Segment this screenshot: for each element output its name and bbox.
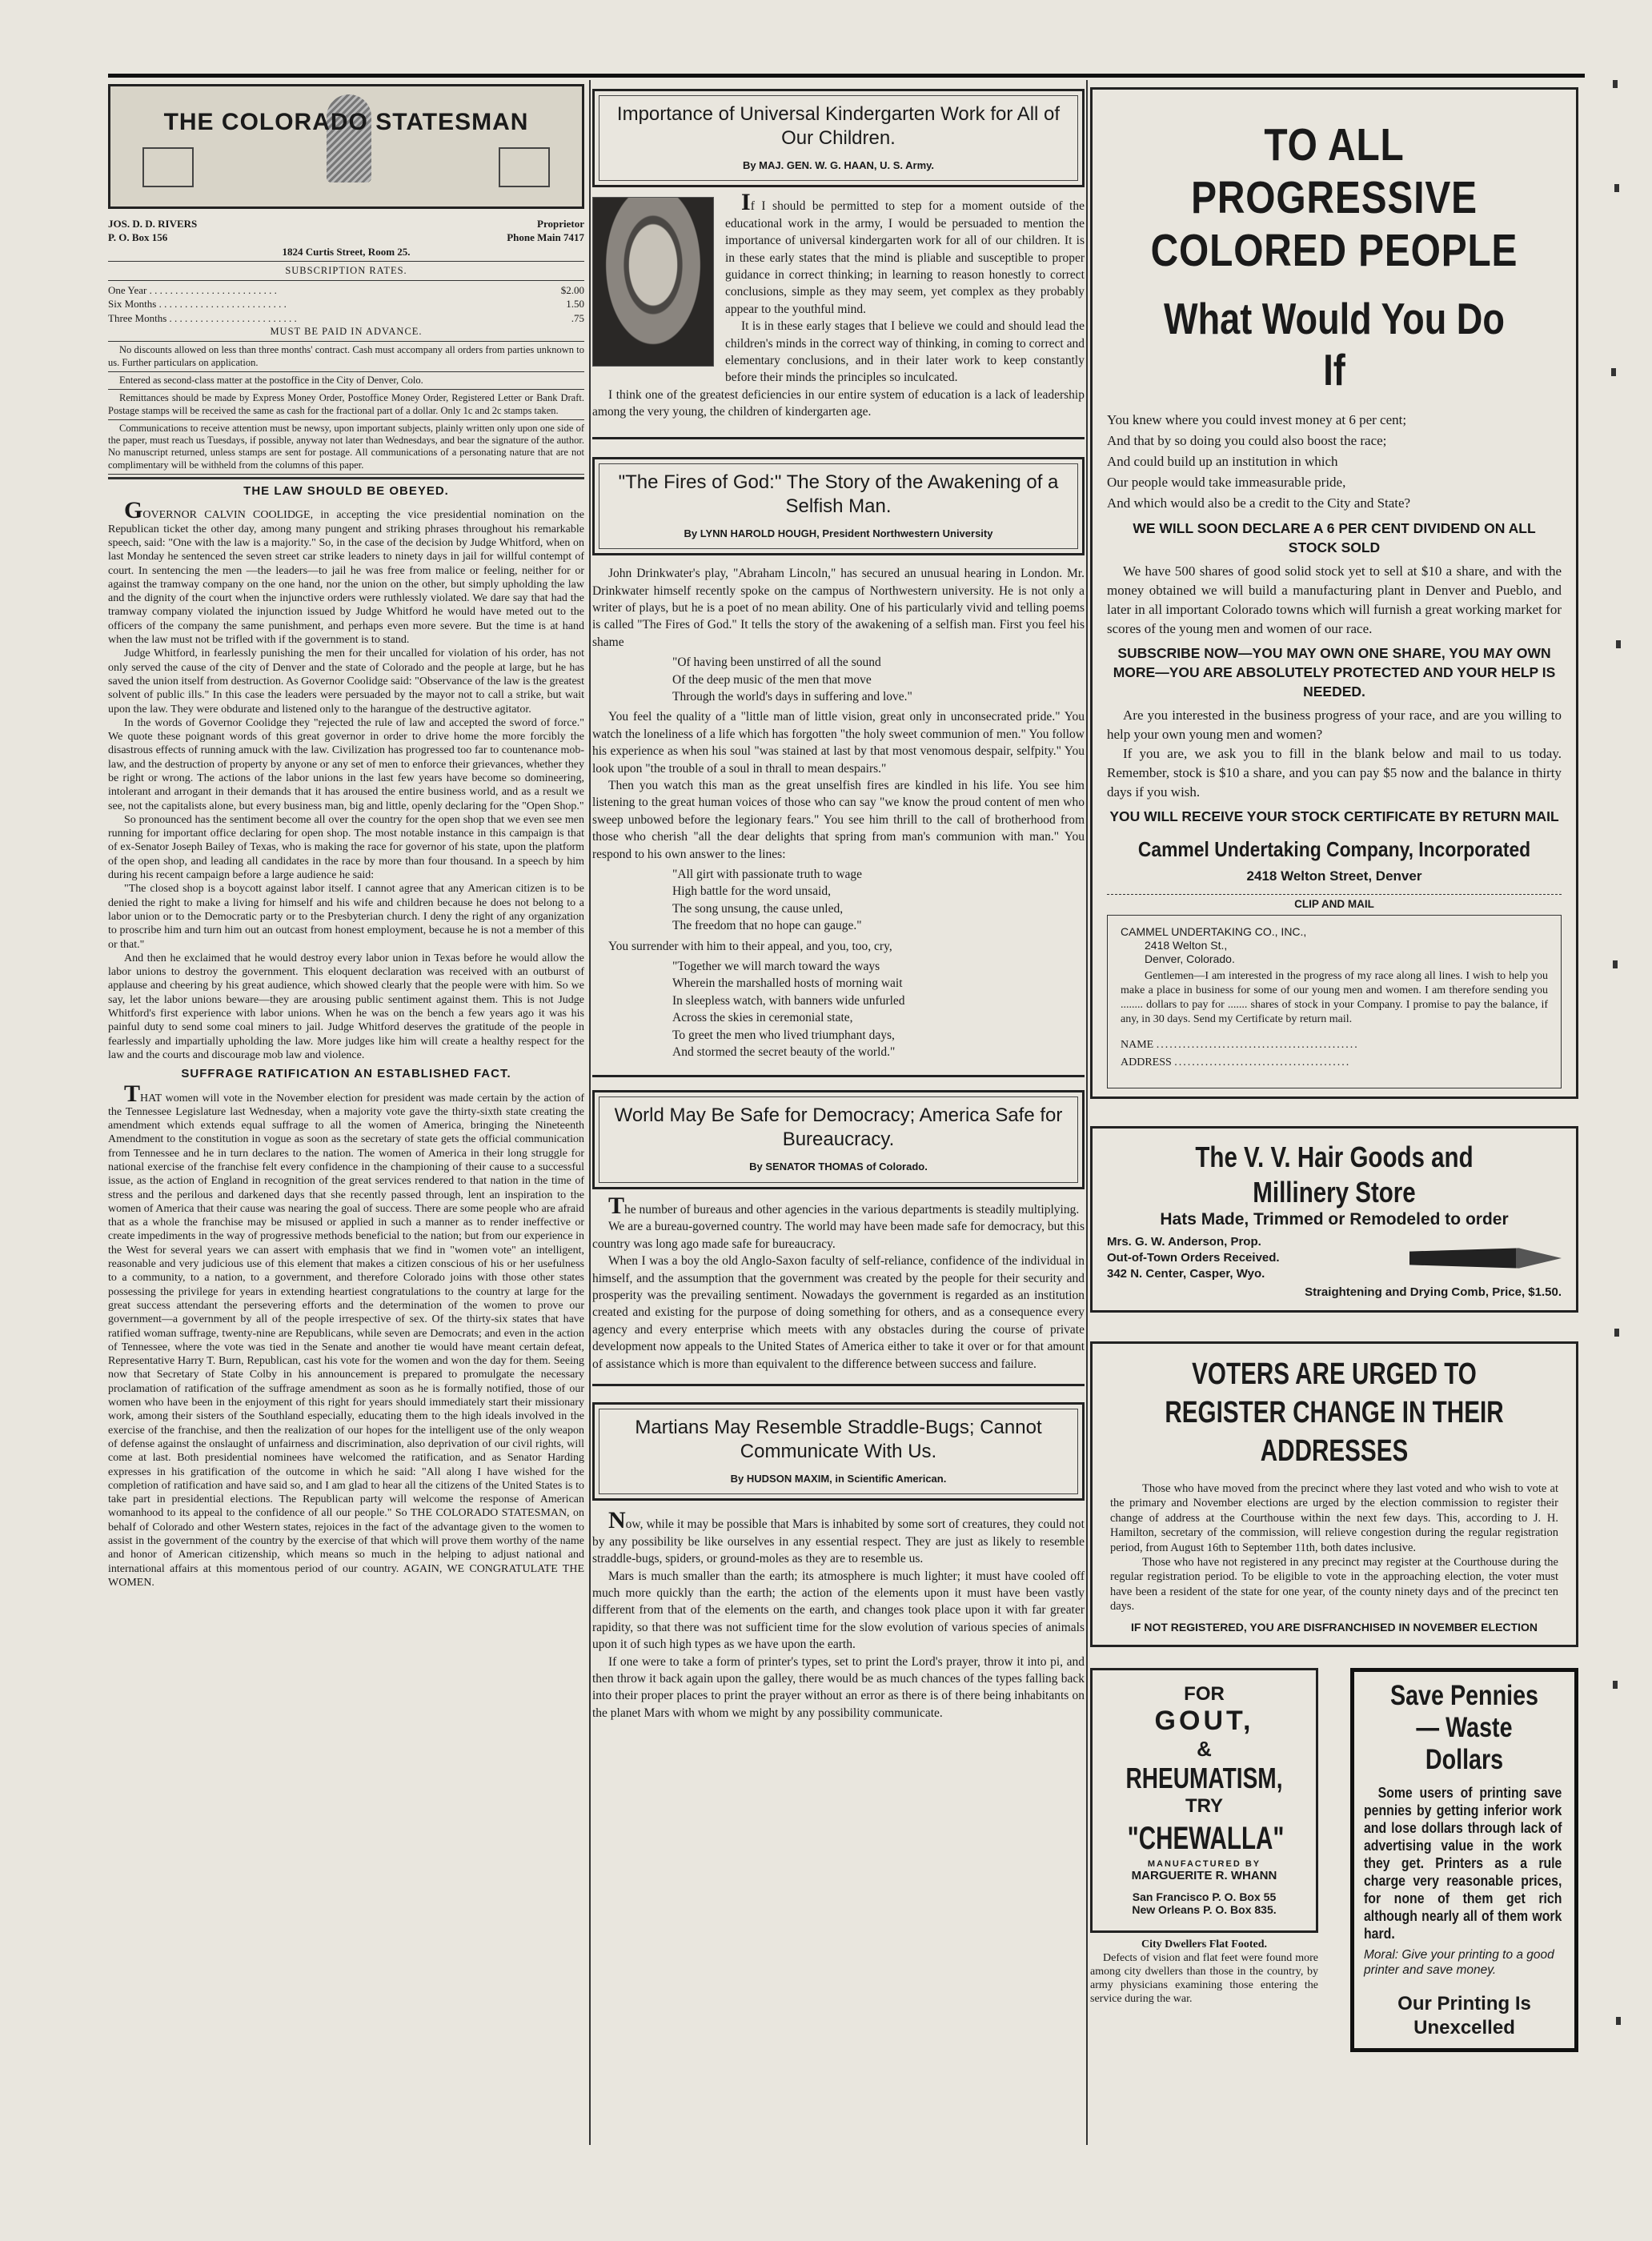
ad-printing-text: Some users of printing save pennies by getting inferior work and lose dollars through lack of advertising value in the work they get. Printers as a rule charge very reasonable prices, for none of them get rich although nearly all of them work hard. bbox=[1364, 1784, 1562, 1942]
scissors-clip-label: CLIP AND MAIL bbox=[1107, 894, 1562, 910]
rate-label: Three Months . . . . . . . . . . . . . . . . . . . . . . . . . bbox=[108, 311, 297, 324]
ad-stock-headline: TO ALL PROGRESSIVE COLORED PEOPLE bbox=[1150, 119, 1518, 276]
poem-line: The song unsung, the cause unled, bbox=[672, 901, 844, 916]
poem-line: High battle for the word unsaid, bbox=[672, 884, 832, 899]
ad-chewalla-maker: MARGUERITE R. WHANN bbox=[1131, 1868, 1277, 1882]
ad-printing-moral: Moral: Give your printing to a good printer and save money. bbox=[1364, 1947, 1554, 1977]
editorial-suffrage-heading: SUFFRAGE RATIFICATION AN ESTABLISHED FACT. bbox=[181, 1067, 511, 1081]
ad-stock-question: What Would You Do If bbox=[1164, 294, 1505, 395]
fires-paragraph-3: Then you watch this man as the great unselfish fires are kindled in his life. You see him listening to the great human voices of those who can say "we know the proud content of men who sweep unbowed before the legionary fears." You see him thrill to the call of brotherhood from those who cherish "all the dear delights that spring from man's communion with man." You respond to his own answer to the lines: bbox=[592, 778, 1085, 861]
ad-stock-lines bbox=[1107, 410, 1562, 514]
subscription-notices bbox=[108, 344, 584, 475]
rate-label: One Year . . . . . . . . . . . . . . . . . . . . . . . . . bbox=[108, 284, 277, 297]
contact-line bbox=[108, 231, 584, 244]
ad-printing-tagline: Our Printing Is Unexcelled bbox=[1397, 1992, 1531, 2039]
rate-row bbox=[108, 311, 584, 325]
subscription-notice: Remittances should be made by Express Money Order, Postoffice Money Order, Registered Letter or Bank Draft. Postage stamps will be received the same as cash for the fractional part of a dollar. Only 1c and 2c stamps taken. bbox=[108, 392, 584, 416]
poem-line: "All girt with passionate truth to wage bbox=[672, 868, 863, 881]
subscription-heading: SUBSCRIPTION RATES. bbox=[285, 264, 407, 276]
statue-emblem bbox=[327, 94, 371, 182]
rate-price: .75 bbox=[571, 311, 584, 324]
martians-paragraph: Now, while it may be possible that Mars is inhabited by some sort of creatures, they could not by any possibility be like ourselves in any essential respect. They are just as likely to resemble straddle-bugs, spiders, or ground-moles as they are to resemble us. bbox=[592, 1507, 1085, 1566]
coupon-head-line: Denver, Colorado. bbox=[1145, 952, 1235, 965]
ad-hair-comb-price: Straightening and Drying Comb, Price, $1.50. bbox=[1305, 1285, 1562, 1299]
column-1 bbox=[108, 84, 584, 1590]
proprietor-line bbox=[108, 217, 584, 231]
poem-line: Of the deep music of the men that move bbox=[672, 672, 872, 687]
poem-line: Wherein the marshalled hosts of morning wait bbox=[672, 976, 903, 991]
fires-paragraph-1: John Drinkwater's play, "Abraham Lincoln," has secured an unusual hearing in London. Mr. Drinkwater himself recently spoke on the campus of Northwestern university. He is not only a writer of plays, but he is a poet of no mean ability. One of his particularly vivid and telling poems is called "The Fires of God." It tells the story of the awakening of a selfish man. First you feel his shame bbox=[592, 567, 1085, 649]
city-dwellers-note bbox=[1090, 1938, 1318, 2006]
ad-stock-line: And that by so doing you could also boost the race; bbox=[1107, 433, 1387, 448]
ad-voters-paragraph-1: Those who have moved from the precinct where they last voted and who wish to vote at the primary and November elections are urged by the election commission to register their change of address at the Courthouse within the next few days. This, according to J. H. Hamilton, secretary of the commission, will relieve congestion during the regular registration period, from August 16th to September 11th, both dates inclusive. bbox=[1110, 1482, 1558, 1554]
rate-row bbox=[108, 297, 584, 311]
kindergarten-paragraph: It is in these early stages that I believe we could and should lead the children's minds in the correct way of thinking, in coming to correct and elementary conclusions, and in their later work to keep constantly before their minds the principles so inculcated. bbox=[725, 319, 1085, 385]
ad-stock-line: Our people would take immeasurable pride, bbox=[1107, 475, 1346, 490]
editorial-law-paragraph: GOVERNOR CALVIN COOLIDGE, in accepting the vice presidential nomination on the Republican ticket the other day, among many pungent and striking phrases throughout his remarkable speech, said: "One with the law is a majority." So, in the case of the decision by Judge Whitford, when on last Monday he sentenced the seven street car strike leaders to ninety days in jail for willful contempt of court. In sentencing the men —the leaders—to jail he was free from malice or feeling, neither for or against the tramway company on the one hand, nor the union on the other, but simply upholding the law and the dignity of the court when the injunctive orders were ruthlessly violated. We dare say that had the tramway company violated the injunction issued by Judge Whitford he would have meted out to the officers of the company the same punishment, and perhaps even more severe. But the time is at hand when the law must not be trifled with if the government is to stand. bbox=[108, 497, 584, 647]
coupon-address-label: ADDRESS bbox=[1121, 1056, 1172, 1068]
article-fires-body bbox=[592, 565, 1085, 1060]
ad-printing bbox=[1350, 1668, 1578, 2052]
editorial-law-paragraph: In the words of Governor Coolidge they "rejected the rule of law and accepted the sword of force." We quote these poignant words of this great governor in order to drive home the more forcibly the disastrous effects of running amuck with the law. Civilization has progressed too far to countenance mob-law, and the destruction of property by anyone or any set of men to enforce their grievances, whether they be right or wrong. The actions of the labor unions in the last few years have become so domineering, intolerant and arrogant in their demands that it has aroused the entire business world, and as a result we see, not the capitalists alone, but every business man, big and little, openly declaring for the "Open Shop." bbox=[108, 716, 584, 812]
advance-notice: MUST BE PAID IN ADVANCE. bbox=[270, 326, 423, 338]
ad-hair-line: 342 N. Center, Casper, Wyo. bbox=[1107, 1267, 1265, 1281]
poem-line: The freedom that no hope can gauge." bbox=[672, 919, 862, 933]
proprietor-name: JOS. D. D. RIVERS bbox=[108, 218, 198, 230]
ad-stock-subscribe: SUBSCRIBE NOW—YOU MAY OWN ONE SHARE, YOU MAY OWN MORE—YOU ARE ABSOLUTELY PROTECTED AND YOUR HELP IS NEEDED. bbox=[1113, 645, 1556, 700]
subscription-notice: Communications to receive attention must be newsy, upon important subjects, plainly written only upon one side of the paper, must reach us Tuesdays, if possible, anyway not later than Wednesdays, and bear the signature of the author. No manuscript returned, unless stamps are sent for postage. All communications of a personating nature that are not complimentary will be withheld from the columns of this paper. bbox=[108, 422, 584, 471]
editorial-law-paragraph: "The closed shop is a boycott against labor itself. I cannot agree that any American citizen is to be denied the right to make a living for himself and his wife and children because he does not belong to a labor union or to the Democratic party or to the Presbyterian church. I deny the right of any organization to proscribe him and turn him out an outcast from honest employment, because he is not a member of this or that." bbox=[108, 883, 584, 951]
ad-chewalla-gout: GOUT, bbox=[1154, 1705, 1254, 1736]
article-martians-header bbox=[592, 1402, 1085, 1501]
coupon-head-line: 2418 Welton St., bbox=[1145, 939, 1228, 952]
ad-hair-title: The V. V. Hair Goods and Millinery Store bbox=[1195, 1141, 1474, 1209]
rate-price: $2.00 bbox=[560, 284, 584, 297]
ad-chewalla-rheumatism: RHEUMATISM, bbox=[1125, 1761, 1283, 1794]
ad-voters-warning: IF NOT REGISTERED, YOU ARE DISFRANCHISED IN NOVEMBER ELECTION bbox=[1131, 1620, 1538, 1634]
page-edge-marks bbox=[1597, 32, 1637, 2209]
ad-stock-line: And could build up an institution in which bbox=[1107, 454, 1338, 469]
masthead bbox=[108, 84, 584, 209]
city-note-text: Defects of vision and flat feet were found more among city dwellers than those in the country, by army physicians examining those entering the service during the war. bbox=[1090, 1951, 1318, 2005]
ad-stock-offer bbox=[1090, 87, 1578, 1099]
article-democracy-header bbox=[592, 1090, 1085, 1189]
fires-paragraph-4: You surrender with him to their appeal, and you, too, cry, bbox=[608, 939, 892, 953]
coupon-name-field[interactable]: NAME .............................................. bbox=[1121, 1039, 1359, 1051]
phone: Phone Main 7417 bbox=[507, 231, 584, 244]
poem-line: And stormed the secret beauty of the world." bbox=[672, 1045, 896, 1060]
poem-line: Through the world's days in suffering and love." bbox=[672, 689, 912, 704]
editorial-law-body bbox=[108, 497, 584, 1062]
article-kindergarten-header bbox=[592, 89, 1085, 187]
democracy-paragraph: When I was a boy the old Anglo-Saxon faculty of self-reliance, confidence of the individual in himself, and the assumption that the government was created by the people for their security and prosperity was the prevailing sentiment. Nowadays the government is regarded as an institution created and existing for the purpose of doing something for others, and as a consequence every agency and every enterprise which meets with any obstacles during the course of private development now appeals to the United States of America either to take it over or for that amount of assistance which is more than equivalent to the difference between success and failure. bbox=[592, 1254, 1085, 1371]
column-3 bbox=[1090, 84, 1578, 2052]
ad-hair-subtitle: Hats Made, Trimmed or Remodeled to order bbox=[1160, 1210, 1509, 1229]
city-note-title: City Dwellers Flat Footed. bbox=[1141, 1938, 1268, 1950]
article-kindergarten-title: Importance of Universal Kindergarten Work for All of Our Children. bbox=[616, 103, 1061, 149]
ad-stock-certificate: YOU WILL RECEIVE YOUR STOCK CERTIFICATE BY RETURN MAIL bbox=[1109, 808, 1559, 824]
ad-stock-body-2: Are you interested in the business progress of your race, and are you willing to help your own young men and women? bbox=[1107, 708, 1562, 742]
editorial-suffrage-body bbox=[108, 1080, 584, 1590]
ad-hair-line: Mrs. G. W. Anderson, Prop. bbox=[1107, 1235, 1261, 1249]
article-democracy-body bbox=[592, 1192, 1085, 1373]
article-fires-header bbox=[592, 457, 1085, 555]
poem-line: In sleepless watch, with banners wide unfurled bbox=[672, 993, 905, 1008]
democracy-paragraph: The number of bureaus and other agencies in the various departments is steadily multiplying. bbox=[608, 1192, 1080, 1219]
ad-chewalla-name: "CHEWALLA" bbox=[1127, 1820, 1285, 1856]
article-martians-body bbox=[592, 1507, 1085, 1722]
ad-stock-body-3: If you are, we ask you to fill in the blank below and mail to us today. Remember, stock is $10 a share, and you can pay $5 now and the balance in thirty days if you wish. bbox=[1107, 746, 1562, 800]
editorial-suffrage-paragraph: THAT women will vote in the November election for president was made certain by the action of the Tennessee Legislature last Wednesday, when a majority vote gave the thirty-sixth state creating the amendment which extends equal suffrage to all the women of America, bringing the Nineteenth Amendment to the constitution in vogue as soon as the secretary of state gets the official communication from Tennessee and he in turn declares to the nation. The women of America in their long struggle for national exercise of the franchise felt every confidence in the championing of their cause to a successful issue, as the action of England in recognition of the great services rendered to that nation in the time of stress and the perilous and darkened days that she recently passed through, lent an inspiration to the women of America that their cause was nearing the goal of success. There are some people who are afraid that as a whole the franchise may be misused or applied in such a manner as to render ineffective or create impediments in the way of progressive methods beneficial to the nation; but from our experience in the West for several years we can assert with emphasis that we find in "women vote" an intelligent, reasonable and very judicious use of this element that makes a citizen conscious of his or her usefulness to a community, to a nation, to a government, and therefore Colorado joins with those other states possessing the privilege for years in extending heartiest congratulations to the country at large for the great success attendant the persevering efforts and the determination of the women to prove our government—a government by all of the people irrespective of sex. Of the thirty-six states that have ratified woman suffrage, twenty-nine are Republicans, while seven are Democrats; and even in the action of Tennessee, where the vote was tied in the Senate and another tie would have meant certain defeat, Representative Harry T. Burn, Republican, cast his vote for the women and won the day for them. Seeing now that Secretary of State Colby in his announcement is prepared to promulgate the necessary proclamation of ratification of the suffrage amendment as soon as he is formally notified, those of our women who have been in the enjoyment of this right for years should immediately start their missionary work, among their sisters of the Southland especially, educating them to the high ideals involved in the exercise of the franchise, and then the realization of our hopes for the intelligent use of the only weapon of defense against the onslaught of unfairness and discrimination, also deprivation of our civil rights, will come at last. Both presidential nominees have welcomed the ratification, and as Senator Harding expresses in his gratification of the outcome in which he said: "All along I have wished for the completion of ratification and have said so, and I am glad to hear all the citizens of the United States is to take part in presidential elections. The Republican party will welcome the response of American womanhood to its appeal to the confidence of all our people." So THE COLORADO STATESMAN, on behalf of Colorado and other Western states, rejoices in the fact of the advantage given to the women to assist in the government of the country by the exercise of that which will prove them worthy of the name and honor of American citizenship, which means so much in the helping to adjust national and international affairs at this momentous period of our country. AGAIN, WE CONGRATULATE THE WOMEN. bbox=[108, 1080, 584, 1589]
office-address: 1824 Curtis Street, Room 25. bbox=[282, 245, 411, 258]
general-portrait-photo bbox=[592, 197, 714, 367]
ad-chewalla bbox=[1090, 1668, 1318, 1933]
ad-chewalla-try: TRY bbox=[1185, 1794, 1224, 1817]
column-rule-1 bbox=[589, 80, 591, 2145]
ad-voters bbox=[1090, 1341, 1578, 1647]
column-2 bbox=[592, 84, 1085, 1722]
rate-label: Six Months . . . . . . . . . . . . . . . . . . . . . . . . . bbox=[108, 298, 287, 311]
article-kindergarten-body bbox=[592, 189, 1085, 420]
fires-poem-3 bbox=[672, 958, 1085, 1060]
ad-chewalla-for: FOR bbox=[1184, 1682, 1225, 1705]
po-box: P. O. Box 156 bbox=[108, 231, 168, 244]
poem-line: "Together we will march toward the ways bbox=[672, 960, 880, 974]
fires-poem-1 bbox=[672, 654, 1085, 705]
rate-row bbox=[108, 283, 584, 297]
subscription-notice: No discounts allowed on less than three months' contract. Cash must accompany all orders from parties unknown to us. Further particulars on application. bbox=[108, 344, 584, 368]
ad-chewalla-sf: San Francisco P. O. Box 55 bbox=[1132, 1890, 1277, 1903]
rate-price: 1.50 bbox=[566, 298, 584, 311]
ad-stock-line: And which would also be a credit to the City and State? bbox=[1107, 495, 1411, 511]
ad-chewalla-amp: & bbox=[1197, 1736, 1212, 1761]
ad-stock-body-1: We have 500 shares of good solid stock yet to sell at $10 a share, and with the money obtained we will build a manufacturing plant in Denver and Pueblo, and later in all important Colorado towns which will furnish a great working market for scores of the young men and women of our race. bbox=[1107, 563, 1562, 636]
kindergarten-paragraph: If I should be permitted to step for a moment outside of the educational work in the army, I would be persuaded to mention the importance of universal kindergarten work for all of our children. It is in these early states that the mind is pliable and susceptible to proper guidance in correct thinking; in learning to reason honestly to correct conclusions, simple as they may seem, yet complex as they probably appear to the youthful mind. bbox=[725, 189, 1085, 316]
ad-hair-line: Out-of-Town Orders Received. bbox=[1107, 1251, 1280, 1265]
ad-voters-paragraph-2: Those who have not registered in any precinct may register at the Courthouse during the regular registration period. To be eligible to vote in the approaching election, the voter must have been a resident of the state for one year, of the county ninety days and of the precinct ten days. bbox=[1110, 1556, 1558, 1614]
coupon-body: Gentlemen—I am interested in the progress of my race along all lines. I wish to help you make a place in business for some of our young men and women. I am therefore sending you ........ dollars to pay for ....... shares of stock in your Company. I promise to pay the balance, if any, in 30 days. Send my Certificate by return mail. bbox=[1121, 970, 1548, 1025]
editorial-law-paragraph: So pronounced has the sentiment become all over the country for the open shop that we even see men running for important office declaring for open shop. The most notable instance in this campaign is that of ex-Senator Joseph Bailey of Texas, who is making the race for governor of his state, upon the platform of the open shop, and leading all candidates in the race by more than four thousand. In a speech by him during his recent campaign before a large audience he said: bbox=[108, 813, 584, 882]
editorial-law-paragraph: And then he exclaimed that he would destroy every labor union in Texas before he would allow the labor unions to destroy the government. This eloquent declaration was received with an outburst of applause and cheering by his great audience, which showed clearly that the people were with him. So we say, let the labor unions beware—they are arousing public sentiment against them. This is not Judge Whitford's first experience with labor unions. When he was on the bench a few years ago it was his painful duty to send some coal miners to jail. Judge Whitford deserves the gratitude of the people in fearlessly and impartially upholding the law. More judges like him will create a healthy respect for the law and the courts and discourage mob law and violence. bbox=[108, 952, 584, 1061]
article-fires-title: "The Fires of God:" The Story of the Awakening of a Selfish Man. bbox=[618, 471, 1059, 517]
kindergarten-paragraph: I think one of the greatest deficiencies in our entire system of education is a lack of leadership among the very young, the children of kindergarten age. bbox=[592, 387, 1085, 419]
martians-paragraph: Mars is much smaller than the earth; its atmosphere is much lighter; it must have cooled off much more quickly than the earth; the action of the elements upon it must have been vastly different from that of the elements on the earth, and changes took place upon it with far greater rapidity, so that there was not sufficient time for the slow evolution of various species of animals upon it of such high types as we have upon the earth. bbox=[592, 1569, 1085, 1652]
editorial-law-paragraph: Judge Whitford, in fearlessly punishing the men for their uncalled for violation of his order, has not only served the cause of the city of Denver and the state of Colorado and the people at large, but he has saved the union itself from destruction. As Governor Coolidge said: "Observance of the law is the greatest solvent of public ills." In this case the leaders were persuaded by the mayor not to call a strike, but wait upon the law. They were obdurate and listened only to the harangue of the destructive agitator. bbox=[108, 647, 584, 716]
fires-paragraph-2: You feel the quality of a "little man of little vision, great only in unconsecrated pride." You watch the loneliness of a life which has forgotten "the holy sweet communion of men." You follow his experience as when his soul "was stained at last by that most venomous despair, selfpity." You look upon "the trouble of a soul in thrall to mean despairs." bbox=[592, 710, 1085, 776]
democracy-paragraph: We are a bureau-governed country. The world may have been made safe for democracy, but this country was long ago made safe for bureaucracy. bbox=[592, 1220, 1085, 1251]
comb-icon bbox=[1409, 1241, 1562, 1275]
column-rule-2 bbox=[1086, 80, 1088, 2145]
subscription-rates bbox=[108, 283, 584, 325]
stock-coupon[interactable] bbox=[1107, 915, 1562, 1088]
proprietor-title: Proprietor bbox=[537, 218, 584, 230]
poem-line: To greet the men who lived triumphant days, bbox=[672, 1028, 895, 1042]
ad-stock-company: Cammel Undertaking Company, Incorporated bbox=[1137, 837, 1531, 861]
ad-stock-address: 2418 Welton Street, Denver bbox=[1246, 868, 1422, 884]
coupon-head-line: CAMMEL UNDERTAKING CO., INC., bbox=[1121, 925, 1307, 938]
article-kindergarten-byline: By MAJ. GEN. W. G. HAAN, U. S. Army. bbox=[742, 159, 935, 171]
martians-paragraph: If one were to take a form of printer's types, set to print the Lord's prayer, throw it into pi, and then throw it back again upon the galley, there would be as much chances of the types falling back into their proper places to print the prayer without an error as there is of there being inhabitants on the planet Mars with whom we might by any possibility communicate. bbox=[592, 1654, 1085, 1720]
ad-chewalla-mfg: MANUFACTURED BY bbox=[1147, 1858, 1261, 1869]
ad-hair-goods bbox=[1090, 1126, 1578, 1313]
masthead-right-panel bbox=[499, 147, 550, 187]
fires-poem-2 bbox=[672, 866, 1085, 935]
top-rule bbox=[108, 74, 1585, 78]
subscription-notice: Entered as second-class matter at the postoffice in the City of Denver, Colo. bbox=[119, 374, 423, 386]
article-martians-byline: By HUDSON MAXIM, in Scientific American. bbox=[730, 1472, 947, 1485]
masthead-left-panel bbox=[142, 147, 194, 187]
ad-voters-title: VOTERS ARE URGED TO REGISTER CHANGE IN THEIR ADDRESSES bbox=[1165, 1357, 1504, 1468]
coupon-address-field[interactable]: ADDRESS ........................................ bbox=[1121, 1056, 1351, 1068]
article-martians-title: Martians May Resemble Straddle-Bugs; Cannot Communicate With Us. bbox=[635, 1416, 1042, 1462]
ad-stock-line: You knew where you could invest money at 6 per cent; bbox=[1107, 412, 1407, 427]
ad-printing-title: Save Pennies— Waste Dollars bbox=[1389, 1679, 1539, 1775]
ad-stock-dividend: WE WILL SOON DECLARE A 6 PER CENT DIVIDEND ON ALL STOCK SOLD bbox=[1133, 520, 1536, 555]
ad-hair-lines bbox=[1107, 1234, 1280, 1282]
poem-line: "Of having been unstirred of all the sound bbox=[672, 655, 881, 670]
editorial-law-heading: THE LAW SHOULD BE OBEYED. bbox=[243, 484, 449, 499]
article-democracy-byline: By SENATOR THOMAS of Colorado. bbox=[749, 1161, 928, 1173]
article-fires-byline: By LYNN HAROLD HOUGH, President Northwestern University bbox=[684, 527, 993, 539]
article-democracy-title: World May Be Safe for Democracy; America Safe for Bureaucracy. bbox=[614, 1104, 1063, 1151]
ad-chewalla-no: New Orleans P. O. Box 835. bbox=[1132, 1902, 1277, 1916]
masthead-title: THE COLORADO STATESMAN bbox=[163, 109, 529, 135]
poem-line: Across the skies in ceremonial state, bbox=[672, 1011, 853, 1025]
coupon-name-label: NAME bbox=[1121, 1039, 1154, 1051]
